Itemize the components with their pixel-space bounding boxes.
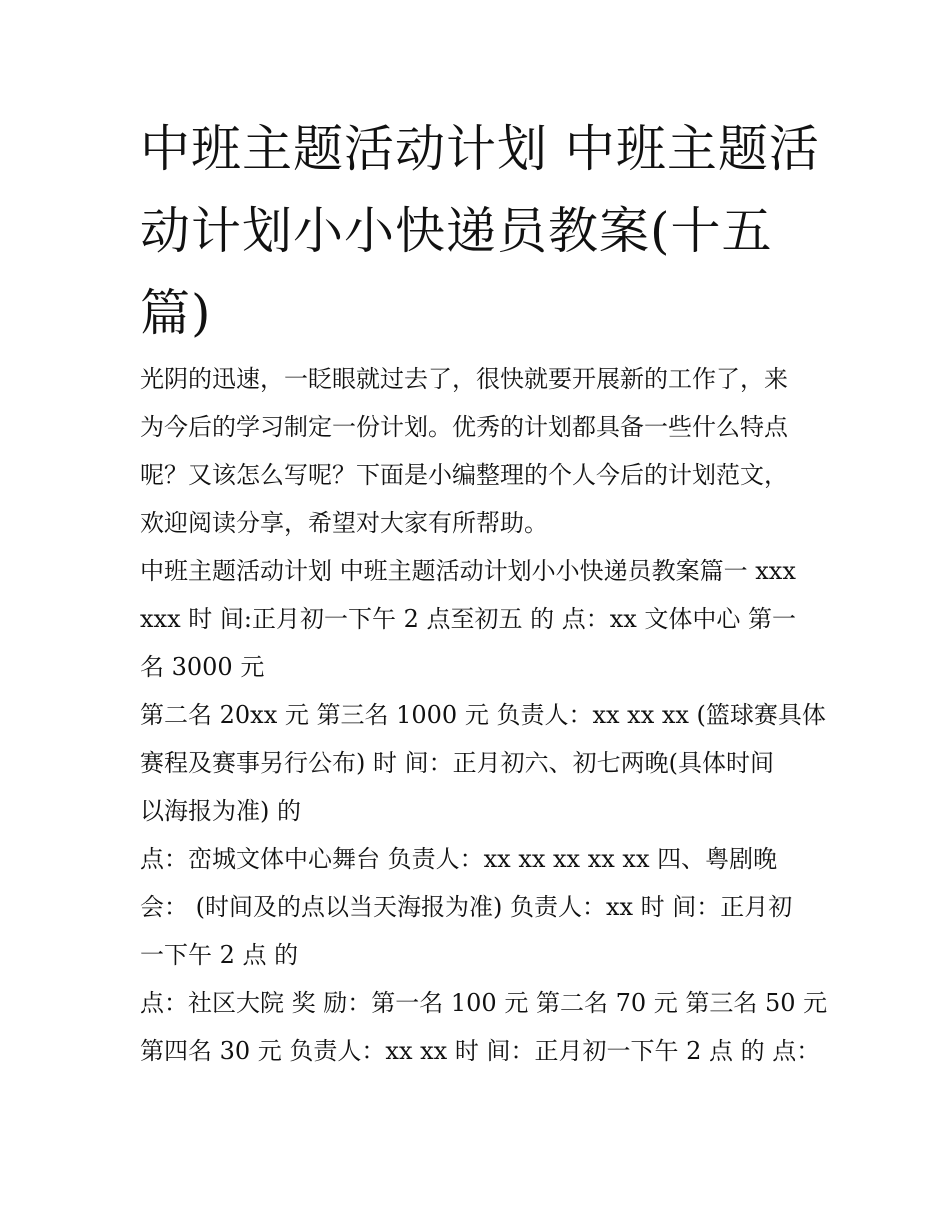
body-paragraph [140, 979, 828, 1075]
text-line: 第二名 20xx 元 第三名 1000 元 负责人：xx xx xx (篮球赛具体 [140, 701, 826, 729]
title-line: 中班主题活动计划 中班主题活 [140, 120, 820, 178]
text-line: 为今后的学习制定一份计划。优秀的计划都具备一些什么特点 [140, 413, 788, 441]
body-paragraph [140, 547, 820, 691]
body-paragraph [140, 691, 826, 835]
text-line: 名 3000 元 [140, 653, 265, 681]
intro-paragraph [140, 355, 820, 547]
text-line: 中班主题活动计划 中班主题活动计划小小快递员教案篇一 xxx [140, 557, 796, 585]
title-line: 篇) [140, 284, 212, 342]
document-title [140, 108, 820, 354]
text-line: 光阴的迅速，一眨眼就过去了，很快就要开展新的工作了，来 [140, 365, 788, 393]
text-line: 第四名 30 元 负责人：xx xx 时 间：正月初一下午 2 点 的 点： [140, 1037, 821, 1065]
text-line: 会： (时间及的点以当天海报为准) 负责人：xx 时 间：正月初 [140, 893, 793, 921]
text-line: 呢？又该怎么写呢？下面是小编整理的个人今后的计划范文， [140, 461, 788, 489]
document-body [140, 355, 828, 1075]
title-line: 动计划小小快递员教案(十五 [140, 202, 773, 260]
text-line: 一下午 2 点 的 [140, 941, 299, 969]
text-line: 以海报为准) 的 [140, 797, 301, 825]
text-line: 欢迎阅读分享，希望对大家有所帮助。 [140, 509, 548, 537]
text-line: 点：社区大院 奖 励：第一名 100 元 第二名 70 元 第三名 50 元 [140, 989, 828, 1017]
text-line: 赛程及赛事另行公布) 时 间：正月初六、初七两晚(具体时间 [140, 749, 774, 777]
body-paragraph [140, 835, 820, 979]
text-line: xxx 时 间:正月初一下午 2 点至初五 的 点：xx 文体中心 第一 [140, 605, 797, 633]
text-line: 点：峦城文体中心舞台 负责人：xx xx xx xx xx 四、粤剧晚 [140, 845, 778, 873]
